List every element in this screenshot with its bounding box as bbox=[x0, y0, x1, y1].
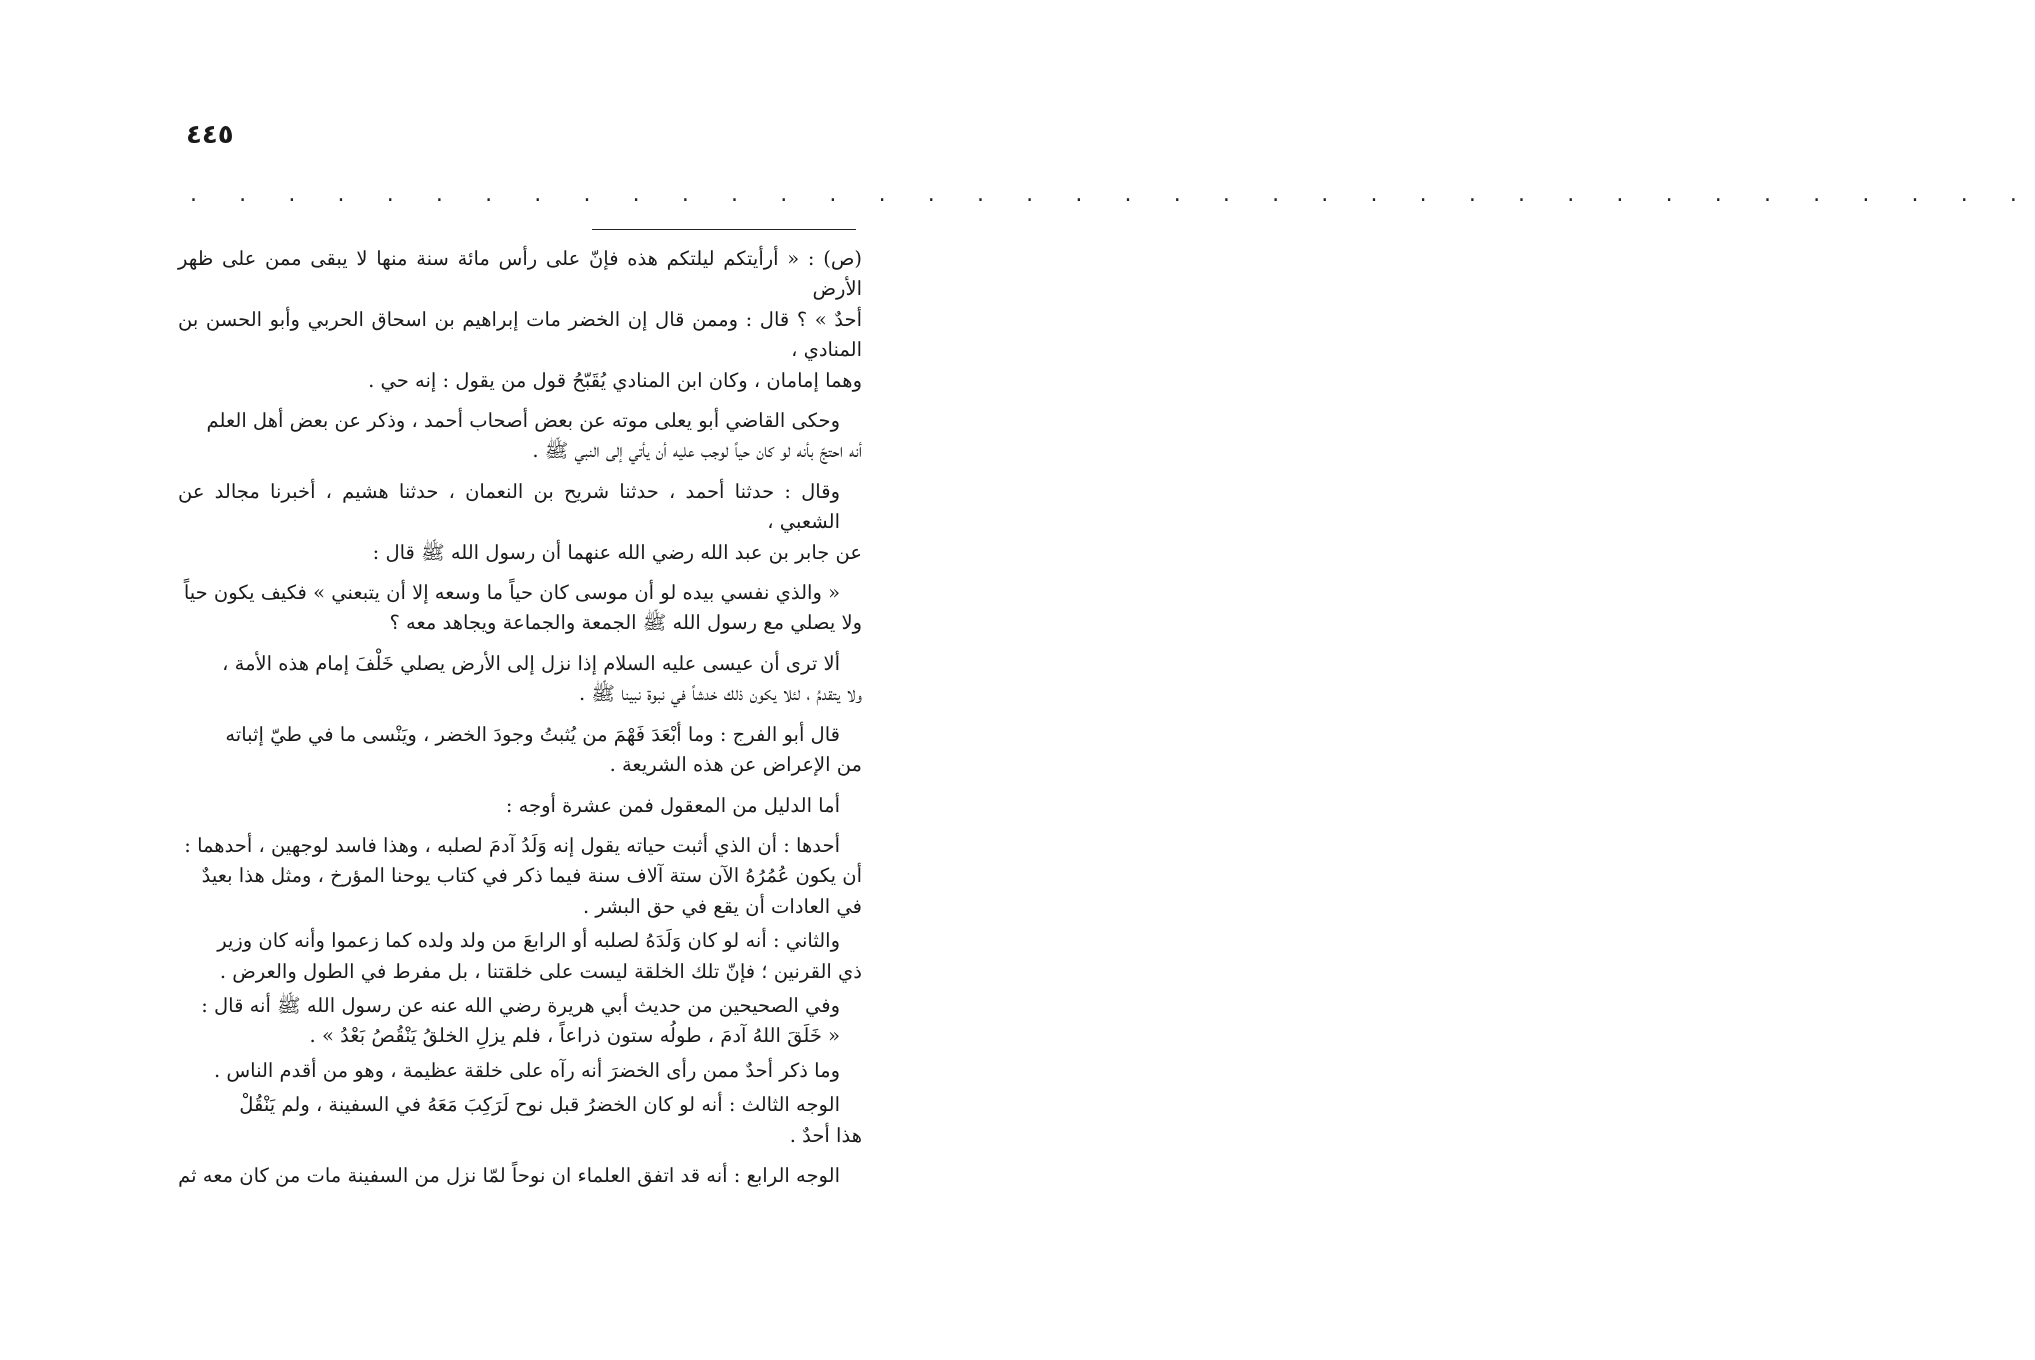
paragraph bbox=[178, 720, 862, 781]
text-line: أما الدليل من المعقول فمن عشرة أوجه : bbox=[505, 793, 840, 817]
text-line: الوجه الثالث : أنه لو كان الخضرُ قبل نوح لَرَكِبَ مَعَهُ في السفينة ، ولم يَنْقُلْ bbox=[239, 1093, 840, 1117]
text-line: ولا يصلي مع رسول الله ﷺ الجمعة والجماعة ويجاهد معه ؟ bbox=[389, 611, 862, 635]
footnote-rule bbox=[592, 229, 856, 230]
text-line: أن يكون عُمُرُهُ الآن ستة آلاف سنة فيما ذكر في كتاب يوحنا المؤرخ ، ومثل هذا بعيدٌ bbox=[201, 864, 862, 888]
text-line: وهما إمامان ، وكان ابن المنادي يُقَبّحُ قول من يقول : إنه حي . bbox=[368, 368, 862, 392]
paragraph bbox=[178, 1161, 862, 1191]
text-line: أحدٌ » ؟ قال : وممن قال إن الخضر مات إبراهيم بن اسحاق الحربي وأبو الحسن بن المنادي ، bbox=[178, 307, 862, 362]
text-line: وحكى القاضي أبو يعلى موته عن بعض أصحاب أحمد ، وذكر عن بعض أهل العلم bbox=[206, 409, 840, 433]
main-text bbox=[178, 244, 862, 1195]
page-number: ٤٤٥ bbox=[186, 120, 234, 150]
text-line: أنه احتجّ بأنه لو كان حياً لوجب عليه أن يأتي إلى النبي ﷺ . bbox=[532, 439, 862, 463]
text-line: في العادات أن يقع في حق البشر . bbox=[582, 894, 862, 918]
paragraph bbox=[178, 831, 862, 922]
text-line: وقال : حدثنا أحمد ، حدثنا شريح بن النعمان ، حدثنا هشيم ، أخبرنا مجالد عن الشعبي ، bbox=[178, 479, 840, 534]
text-line: الوجه الرابع : أنه قد اتفق العلماء ان نوحاً لمّا نزل من السفينة مات من كان معه ثم bbox=[178, 1163, 840, 1187]
separator-dots: . . . . . . . . . . . . . . . . . . . . . . . . . . . . . . . . . . . . . . bbox=[190, 182, 2035, 207]
paragraph bbox=[178, 406, 862, 467]
text-line: « خَلَقَ اللهُ آدمَ ، طولُه ستون ذراعاً ، فلم يزلِ الخلقُ يَنْقُصُ بَعْدُ » . bbox=[309, 1024, 840, 1048]
paragraph bbox=[178, 1056, 862, 1086]
text-line: (ص) : « أرأيتكم ليلتكم هذه فإنّ على رأس مائة سنة منها لا يبقى ممن على ظهر الأرض bbox=[178, 247, 862, 301]
text-line: هذا أحدٌ . bbox=[789, 1123, 862, 1147]
paragraph bbox=[178, 1090, 862, 1151]
paragraph bbox=[178, 578, 862, 639]
paragraph bbox=[178, 791, 862, 821]
text-line: أحدها : أن الذي أثبت حياته يقول إنه وَلَدُ آدمَ لصلبه ، وهذا فاسد لوجهين ، أحدهما : bbox=[184, 833, 840, 857]
text-line: والثاني : أنه لو كان وَلَدَهُ لصلبه أو الرابعَ من ولد ولده كما زعموا وأنه كان وزير bbox=[217, 929, 840, 953]
text-line: وما ذكر أحدٌ ممن رأى الخضرَ أنه رآه على خلقة عظيمة ، وهو من أقدم الناس . bbox=[213, 1058, 840, 1082]
text-line: « والذي نفسي بيده لو أن موسى كان حياً ما وسعه إلا أن يتبعني » فكيف يكون حياً bbox=[183, 581, 840, 605]
paragraph bbox=[178, 926, 862, 987]
text-line: ألا ترى أن عيسى عليه السلام إذا نزل إلى الأرض يصلي خَلْفَ إمام هذه الأمة ، bbox=[222, 651, 840, 675]
text-line: ذي القرنين ؛ فإنّ تلك الخلقة ليست على خلقتنا ، بل مفرط في الطول والعرض . bbox=[219, 959, 862, 983]
paragraph bbox=[178, 649, 862, 710]
text-line: من الإعراض عن هذه الشريعة . bbox=[609, 753, 862, 777]
text-line: ولا يتقدمُ ، لئلا يكون ذلك خدشاً في نبوة نبينا ﷺ . bbox=[578, 682, 862, 706]
paragraph bbox=[178, 244, 862, 396]
text-line: عن جابر بن عبد الله رضي الله عنهما أن رسول الله ﷺ قال : bbox=[372, 540, 862, 564]
text-line: وفي الصحيحين من حديث أبي هريرة رضي الله عنه عن رسول الله ﷺ أنه قال : bbox=[201, 993, 840, 1017]
paragraph bbox=[178, 991, 862, 1052]
text-line: قال أبو الفرج : وما أبْعَدَ فَهْمَ من يُثبتُ وجودَ الخضر ، ويَنْسى ما في طيّ إثباته bbox=[225, 722, 840, 746]
paragraph bbox=[178, 477, 862, 568]
